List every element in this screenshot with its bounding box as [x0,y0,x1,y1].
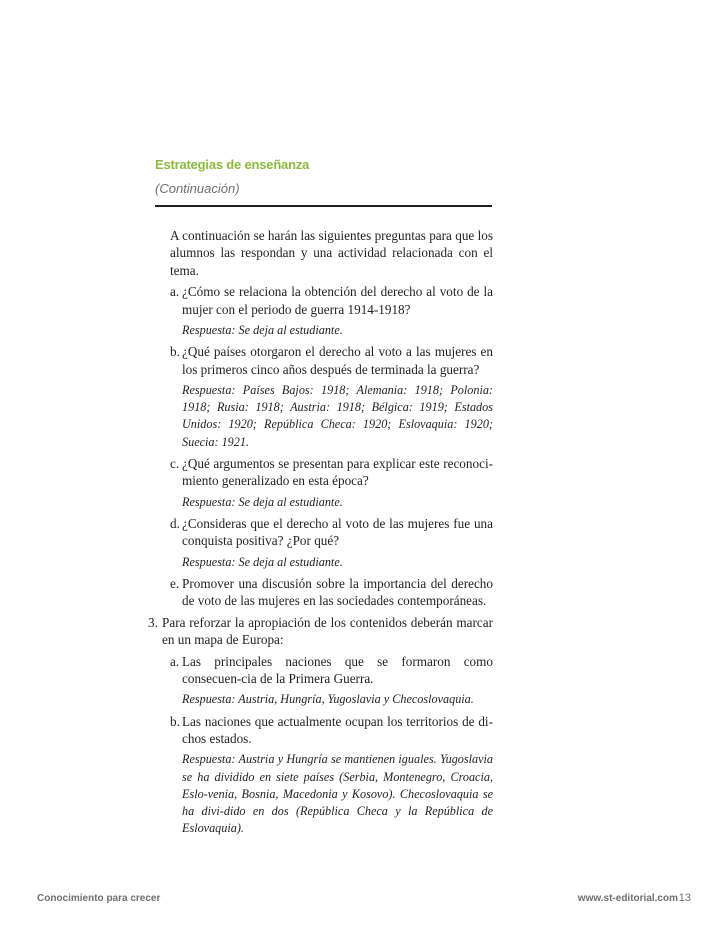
page-number: 13 [678,892,691,904]
subitem-b [170,713,493,748]
item-label: 3. [148,614,158,630]
section-subtitle: (Continuación) [155,181,240,196]
footer-website: www.st-editorial.com [577,893,678,904]
question-label: a. [170,284,180,300]
subitem-text: Las naciones que actualmente ocupan los territorios de di-chos estados. [182,713,493,746]
question-d [170,515,493,550]
subitem-label: a. [170,653,180,669]
question-text: ¿Consideras que el derecho al voto de las mujeres fue una conquista positiva? ¿Por qué? [182,515,493,549]
question-a [170,283,493,318]
question-text: ¿Cómo se relaciona la obtención del derecho al voto de la mujer con el periodo de guerra 1914-1918? [182,284,493,317]
subitem-label: b. [170,713,180,729]
subitem-text: Las principales naciones que se formaron como consecuen-cia de la Primera Guerra. [182,653,493,686]
question-text: Promover una discusión sobre la importancia del derecho de voto de las mujeres en las sociedades contemporáneas. [182,575,493,609]
question-text: ¿Qué argumentos se presentan para explicar este reconoci-miento generalizado en esta época? [182,455,493,489]
question-b [170,343,493,378]
answer-b: Respuesta: Países Bajos: 1918; Alemania: 1918; Polonia: 1918; Rusia: 1918; Austria: 1918; Bélgica: 1919; Estados Unidos: 1920; República Checa: 1920; Eslovaquia: 1920; Suecia: 1921. [182,383,493,449]
answer-c: Respuesta: Se deja al estudiante. [182,494,343,509]
answer-a: Respuesta: Se deja al estudiante. [182,323,343,338]
main-content [148,227,493,841]
question-e [170,575,493,610]
answer-d: Respuesta: Se deja al estudiante. [182,554,343,569]
question-text: ¿Qué países otorgaron el derecho al voto a las mujeres en los primeros cinco años después de terminada la guerra? [182,344,493,377]
item-text: Para reforzar la apropiación de los contenidos deberán marcar en un mapa de Europa: [162,614,493,648]
intro-paragraph: A continuación se harán las siguientes preguntas para que los alumnos las respondan y una actividad relacionada con el tema. [170,228,493,278]
question-label: e. [170,575,180,591]
subitem-a [170,653,493,688]
question-label: c. [170,455,180,471]
footer-tagline: Conocimiento para crecer [37,893,161,904]
answer-3a: Respuesta: Austria, Hungría, Yugoslavia y Checoslovaquia. [182,692,474,707]
header-divider [155,205,492,207]
item-3 [148,614,493,649]
answer-3b: Respuesta: Austria y Hungría se mantienen iguales. Yugoslavia se ha dividido en siete países (Serbia, Montenegro, Croacia, Eslo-venia, Bosnia, Macedonia y Kosovo). Checoslovaquia se ha divi-dido en dos (República Checa y la República de Eslovaquia). [182,752,493,836]
question-label: b. [170,344,180,360]
section-title: Estrategias de enseñanza [155,157,310,172]
question-c [170,455,493,490]
question-label: d. [170,515,180,531]
